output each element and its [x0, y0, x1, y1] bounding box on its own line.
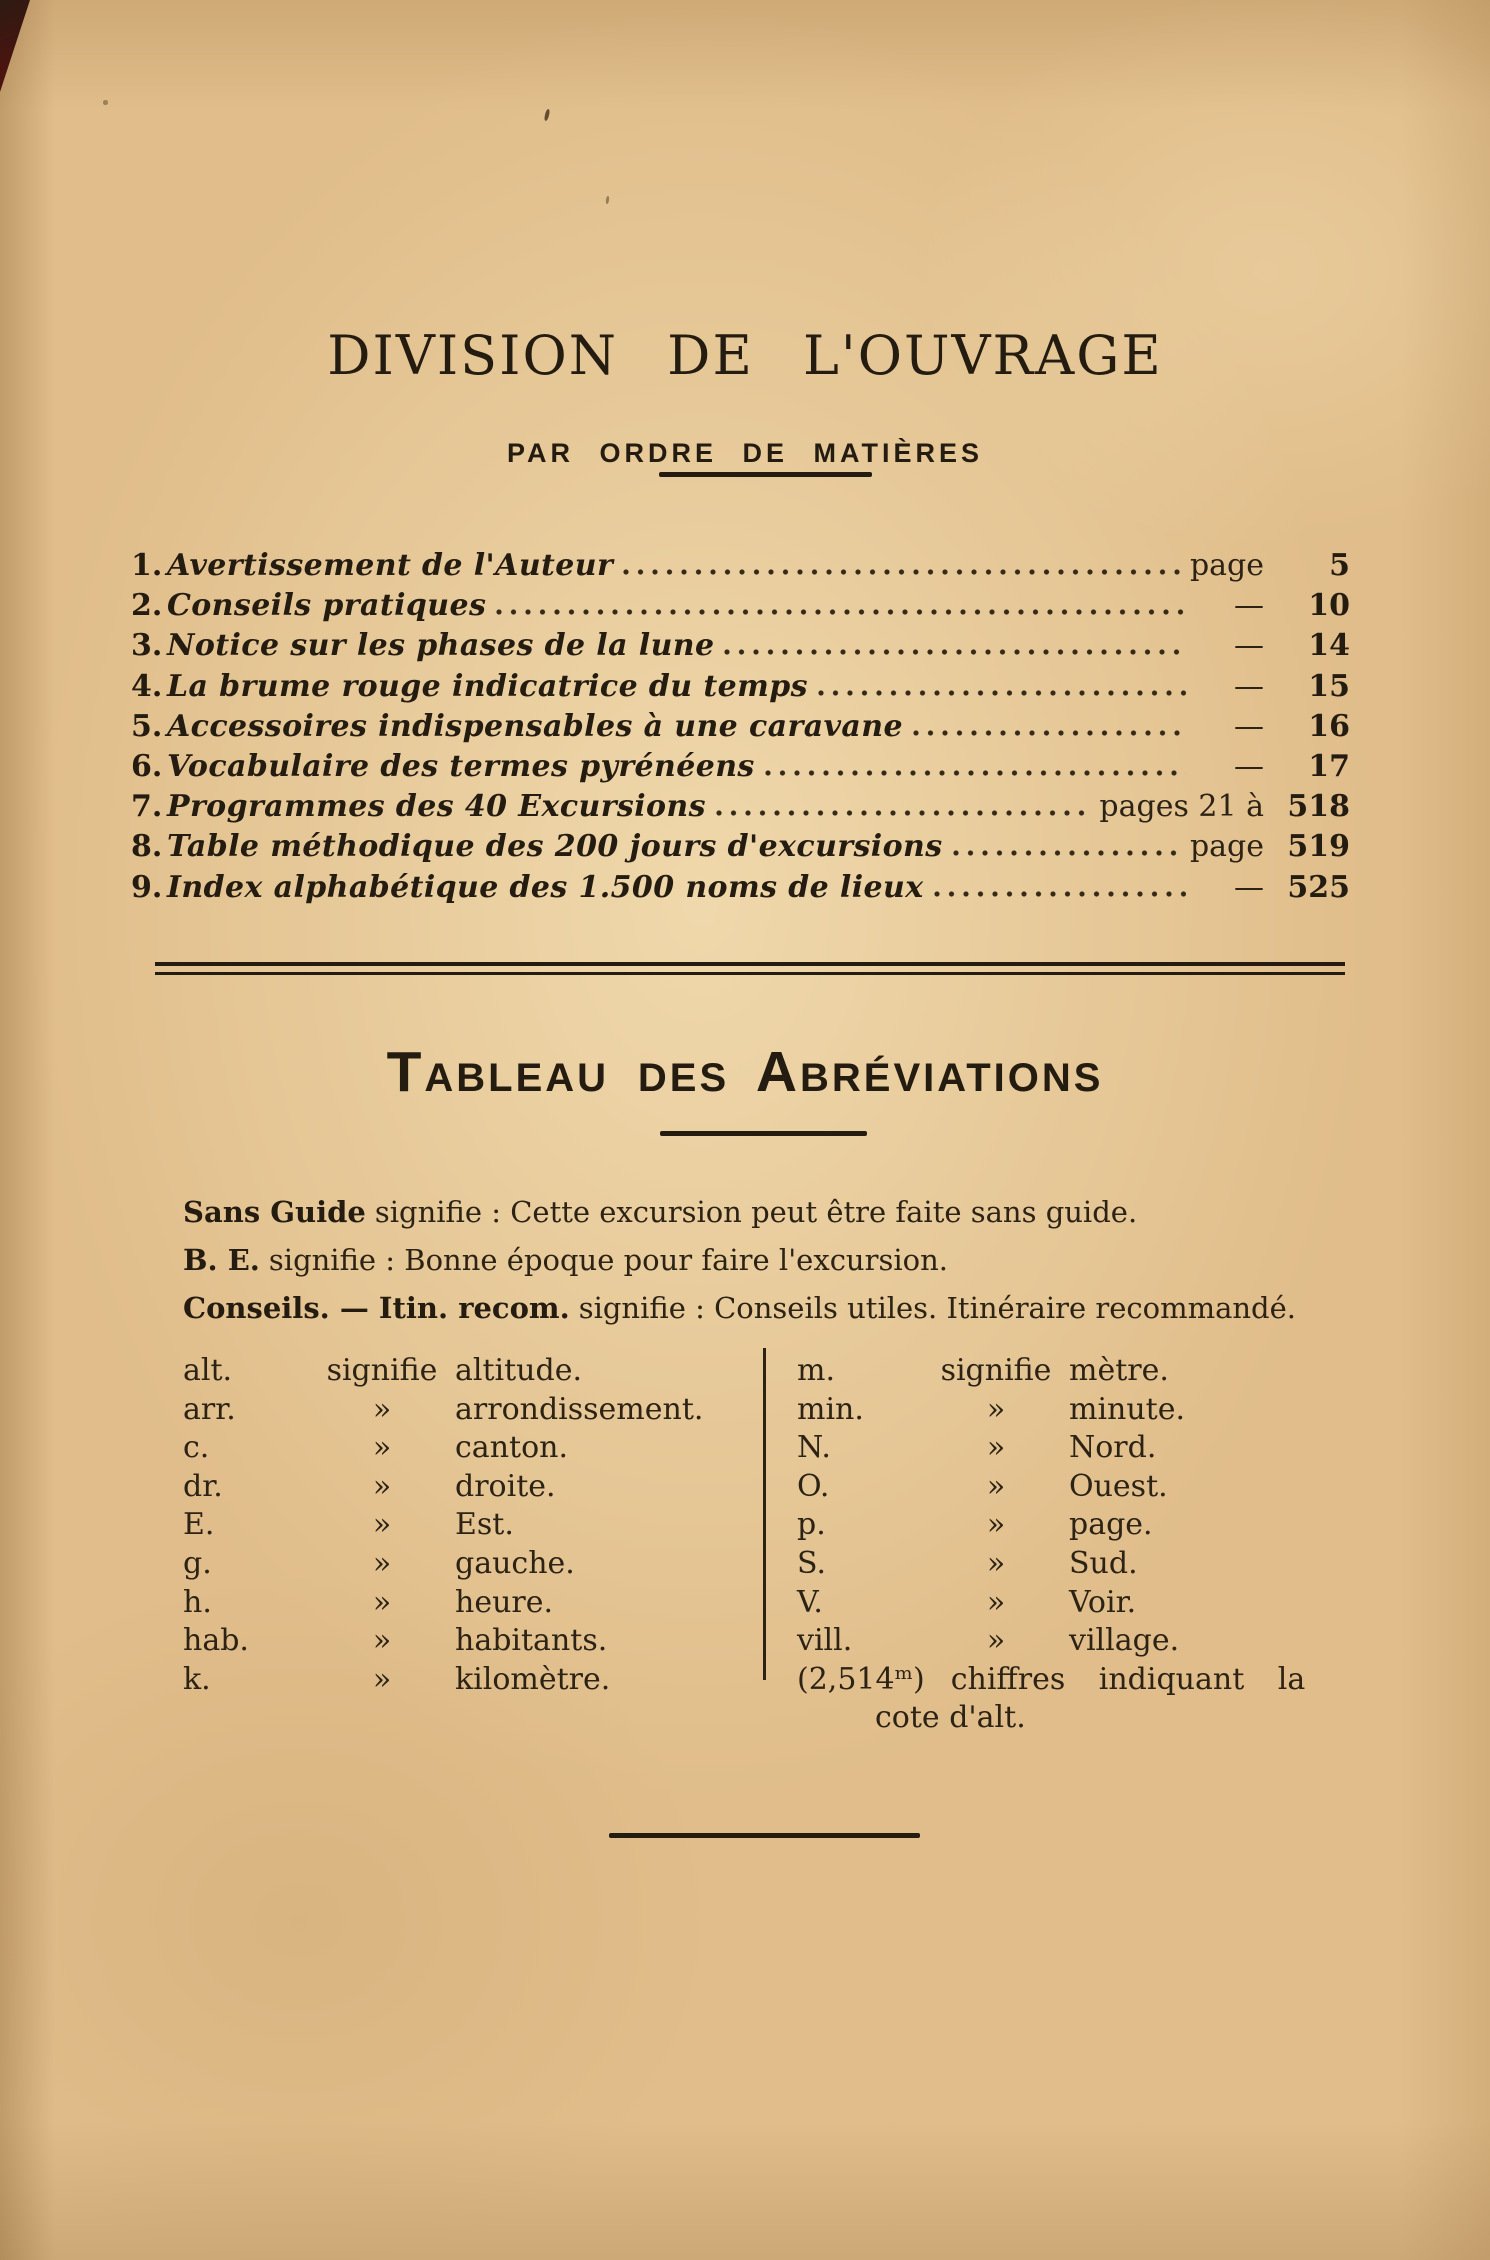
toc-page-label: — [1234, 668, 1264, 704]
altitude-note-row [797, 1661, 1363, 1700]
intro-lead: Conseils. — Itin. recom. [183, 1291, 570, 1325]
toc-page-label: page [1189, 829, 1264, 865]
abbrev-cell-meaning: arrondissement. [455, 1391, 704, 1427]
abbrev-cell-meaning: droite. [455, 1468, 556, 1504]
abbrev-cell-signifie: » [372, 1391, 392, 1427]
toc-row [131, 667, 1350, 707]
toc-page-number: 14 [1308, 628, 1350, 664]
toc-page-number: 519 [1287, 829, 1350, 865]
abbrev-cell-signifie: » [372, 1661, 392, 1697]
page-corner-binding-mark [0, 0, 30, 92]
dot-leader [934, 891, 1186, 897]
abbrev-cell-signifie: » [372, 1545, 392, 1581]
abbrev-row [797, 1506, 1363, 1545]
intro-lead: B. E. [183, 1243, 260, 1277]
heading-rule [660, 1131, 867, 1136]
abbrev-cell-signifie: » [986, 1507, 1006, 1543]
subtitle-rule [659, 472, 872, 477]
toc-item-title: Avertissement de l'Auteur [167, 548, 614, 583]
intro-rest: signifie : Conseils utiles. Itinéraire recommandé. [578, 1291, 1296, 1325]
abbrev-cell-meaning: Est. [455, 1507, 514, 1543]
toc-row [131, 787, 1350, 827]
bottom-rule [609, 1833, 920, 1838]
toc-item-number: 9. [131, 869, 163, 905]
altitude-note-continuation: cote d'alt. [875, 1700, 1026, 1736]
intro-rest: signifie : Bonne époque pour faire l'excursion. [268, 1243, 948, 1277]
abbrev-cell-signifie: » [986, 1468, 1006, 1504]
abbrev-cell-abbr: m. [797, 1353, 835, 1388]
toc-row [131, 707, 1350, 747]
abbrev-cell-meaning: minute. [1069, 1391, 1186, 1427]
abbrev-cell-abbr: h. [183, 1584, 212, 1620]
abbrev-cell-abbr: N. [797, 1430, 831, 1466]
abbrev-cell-signifie: » [986, 1391, 1006, 1427]
table-of-contents [131, 546, 1350, 908]
abbrev-row [797, 1429, 1363, 1468]
abbrev-row [797, 1622, 1363, 1661]
abbrev-cell-signifie: » [372, 1468, 392, 1504]
toc-item-title: Accessoires indispensables à une caravane [167, 708, 903, 744]
abbrev-row [183, 1545, 745, 1584]
toc-item-title: Conseils pratiques [167, 588, 487, 624]
altitude-note-abbr: (2,514ᵐ) [797, 1661, 925, 1697]
abbrev-cell-meaning: Voir. [1069, 1584, 1137, 1620]
abbrev-cell-meaning: Ouest. [1069, 1468, 1168, 1504]
abbrev-row [183, 1584, 745, 1623]
dot-leader [496, 609, 1186, 615]
intro-lead: Sans Guide [183, 1195, 366, 1229]
abbrev-cell-abbr: p. [797, 1507, 826, 1543]
toc-item-number: 4. [131, 668, 163, 704]
abbrev-row [797, 1352, 1363, 1391]
toc-item-number: 5. [131, 708, 163, 744]
abbrev-cell-meaning: Sud. [1069, 1545, 1138, 1581]
dot-leader [724, 649, 1186, 655]
toc-row [131, 747, 1350, 787]
toc-page-number: 525 [1287, 869, 1350, 905]
abbrev-row [183, 1391, 745, 1430]
column-divider-rule [763, 1348, 766, 1680]
abbrev-cell-meaning: habitants. [455, 1623, 608, 1659]
toc-item-number: 7. [131, 789, 163, 825]
abbrev-row [797, 1468, 1363, 1507]
ink-speck [103, 100, 108, 105]
toc-page-label: — [1234, 708, 1264, 744]
abbrev-table-right-column [797, 1352, 1363, 1738]
toc-item-number: 8. [131, 829, 163, 865]
toc-item-title: La brume rouge indicatrice du temps [167, 668, 808, 704]
dot-leader [913, 730, 1186, 736]
abbrev-cell-abbr: S. [797, 1545, 827, 1581]
section-divider-double-rule [155, 962, 1345, 975]
abbrev-cell-meaning: page. [1069, 1507, 1153, 1543]
abbrev-cell-signifie: » [986, 1545, 1006, 1581]
toc-row [131, 586, 1350, 626]
abbrev-cell-meaning: mètre. [1069, 1353, 1169, 1388]
toc-item-title: Index alphabétique des 1.500 noms de lieux [167, 869, 924, 905]
page-subtitle: PAR ORDRE DE MATIÈRES [506, 438, 984, 468]
abbrev-cell-abbr: hab. [183, 1623, 249, 1659]
abbrev-cell-meaning: village. [1069, 1623, 1180, 1659]
abbrev-cell-meaning: gauche. [455, 1545, 575, 1581]
toc-item-title: Vocabulaire des termes pyrénéens [167, 749, 755, 785]
abbrev-cell-signifie: » [986, 1623, 1006, 1659]
toc-row [131, 868, 1350, 908]
abbrev-cell-abbr: dr. [183, 1468, 223, 1504]
abbrev-cell-abbr: c. [183, 1430, 210, 1466]
abbrev-cell-meaning: Nord. [1069, 1430, 1157, 1466]
toc-page-label: page [1189, 548, 1264, 583]
toc-page-number: 17 [1308, 749, 1350, 785]
toc-item-title: Table méthodique des 200 jours d'excursions [167, 829, 943, 865]
toc-page-label: — [1234, 749, 1264, 785]
page-title: DIVISION DE L'OUVRAGE [327, 324, 1163, 387]
toc-row [131, 546, 1350, 586]
abbrev-cell-meaning: heure. [455, 1584, 554, 1620]
toc-item-number: 3. [131, 628, 163, 664]
abbrev-row [183, 1661, 745, 1700]
abbrev-cell-abbr: O. [797, 1468, 830, 1504]
dot-leader [953, 850, 1182, 856]
abbrev-row [183, 1429, 745, 1468]
abbrev-cell-abbr: E. [183, 1507, 215, 1543]
abbrev-row [797, 1584, 1363, 1623]
intro-line [183, 1284, 1363, 1332]
abbrev-cell-signifie: » [372, 1507, 392, 1543]
abbrev-cell-signifie: signifie [326, 1353, 438, 1388]
abbrev-row [183, 1506, 745, 1545]
abbrev-cell-abbr: k. [183, 1661, 211, 1697]
toc-item-title: Programmes des 40 Excursions [167, 789, 706, 825]
toc-item-number: 1. [131, 548, 163, 583]
abbrev-cell-signifie: signifie [940, 1353, 1052, 1388]
abbrev-row [797, 1391, 1363, 1430]
abbrev-cell-signifie: » [986, 1584, 1006, 1620]
toc-page-label: — [1234, 628, 1264, 664]
abbrev-cell-meaning: canton. [455, 1430, 568, 1466]
toc-page-number: 5 [1329, 548, 1350, 583]
toc-item-number: 2. [131, 588, 163, 624]
abbrev-cell-abbr: alt. [183, 1353, 233, 1388]
dot-leader [765, 770, 1186, 776]
abbrev-cell-abbr: arr. [183, 1391, 236, 1427]
abbrev-cell-abbr: g. [183, 1545, 212, 1581]
ink-speck [605, 196, 609, 204]
abbrev-cell-signifie: » [372, 1623, 392, 1659]
abbrev-cell-abbr: min. [797, 1391, 864, 1427]
abbrev-row [183, 1622, 745, 1661]
ink-speck [544, 109, 551, 122]
toc-row [131, 626, 1350, 666]
intro-line [183, 1236, 1363, 1284]
toc-page-number: 10 [1308, 588, 1350, 624]
toc-item-number: 6. [131, 749, 163, 785]
toc-page-number: 15 [1308, 668, 1350, 704]
abbrev-row [183, 1468, 745, 1507]
toc-page-label: — [1234, 588, 1264, 624]
toc-page-label: pages 21 à [1099, 789, 1264, 825]
abbreviations-heading: Tableau des Abréviations [386, 1040, 1104, 1104]
abbreviations-intro [183, 1188, 1363, 1332]
abbrev-row [797, 1545, 1363, 1584]
abbrev-row [183, 1352, 745, 1391]
abbrev-cell-signifie: » [986, 1430, 1006, 1466]
toc-item-title: Notice sur les phases de la lune [167, 628, 715, 664]
abbrev-cell-abbr: V. [797, 1584, 823, 1620]
abbrev-cell-signifie: » [372, 1430, 392, 1466]
toc-page-number: 16 [1308, 708, 1350, 744]
abbrev-cell-meaning: altitude. [455, 1353, 583, 1388]
dot-leader [818, 690, 1186, 696]
abbrev-cell-meaning: kilomètre. [455, 1661, 611, 1697]
intro-rest: signifie : Cette excursion peut être faite sans guide. [374, 1195, 1138, 1229]
abbrev-cell-abbr: vill. [797, 1623, 853, 1659]
toc-page-number: 518 [1287, 789, 1350, 825]
abbrev-cell-signifie: » [372, 1584, 392, 1620]
intro-line [183, 1188, 1363, 1236]
toc-page-label: — [1234, 869, 1264, 905]
altitude-note-text: chiffres indiquant la [950, 1661, 1306, 1697]
dot-leader [623, 569, 1182, 575]
dot-leader [716, 810, 1091, 816]
toc-row [131, 827, 1350, 867]
abbrev-table-left-column [183, 1352, 745, 1699]
